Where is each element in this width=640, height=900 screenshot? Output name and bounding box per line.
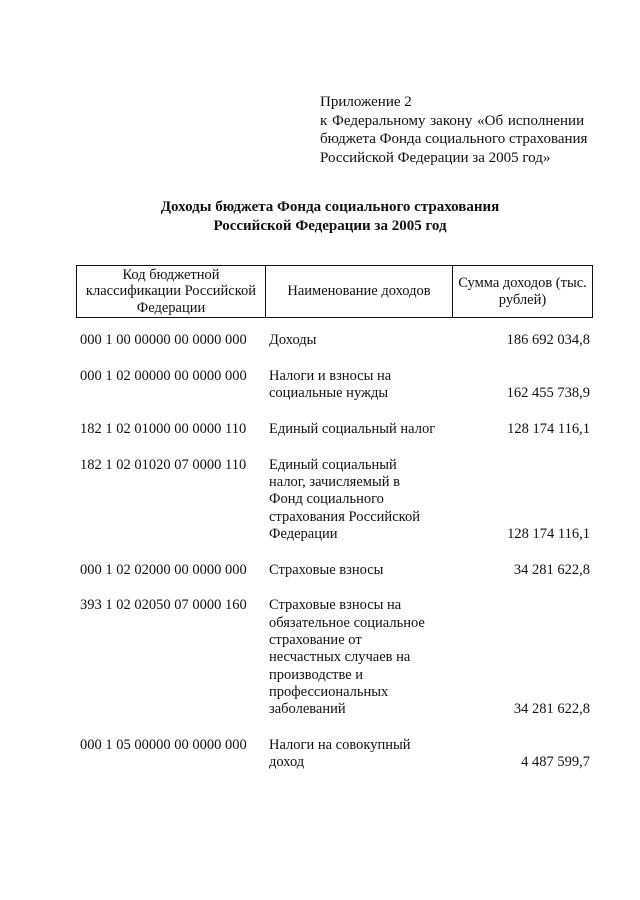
row-name [269, 368, 461, 403]
table-body [80, 332, 590, 790]
row-name [269, 457, 461, 543]
row-name-line: налог, зачисляемый в [269, 473, 400, 490]
row-name-line: Единый социальный [269, 456, 397, 473]
row-sum: 34 281 622,8 [513, 701, 590, 718]
row-name [269, 421, 461, 438]
header-sum: Сумма доходов (тыс. рублей) [458, 275, 587, 308]
row-sum: 128 174 116,1 [507, 525, 590, 542]
header-code: Код бюджетной классификации Российской Федерации [77, 266, 266, 317]
row-code: 182 1 02 01000 00 0000 110 [80, 420, 247, 437]
row-code: 000 1 05 00000 00 0000 000 [80, 737, 247, 754]
row-name-line: Налоги на совокупный [269, 737, 411, 754]
row-sum: 128 174 116,1 [507, 420, 590, 437]
row-name-line: Страховые взносы на [269, 597, 402, 614]
row-code: 182 1 02 01020 07 0000 110 [80, 456, 247, 473]
document-title [60, 198, 600, 236]
row-name-line: несчастных случаев на [269, 649, 411, 666]
row-name-line: социальные нужды [269, 385, 389, 402]
table-row [80, 368, 590, 403]
row-name-line: страхования Российской [269, 508, 420, 525]
appendix-line: к Федеральному закону «Об исполнении [320, 112, 585, 129]
table-row [80, 597, 590, 718]
header-name: Наименование доходов [266, 266, 453, 317]
title-line: Доходы бюджета Фонда социального страхования [160, 199, 500, 215]
row-name [269, 332, 461, 349]
table-header [76, 265, 593, 318]
table-row [80, 737, 590, 772]
row-sum: 4 487 599,7 [521, 754, 590, 771]
appendix-note [320, 93, 620, 167]
row-name-line: Страховые взносы [269, 561, 384, 578]
row-sum: 162 455 738,9 [506, 385, 590, 402]
appendix-line: бюджета Фонда социального страхования [320, 131, 588, 147]
table-row [80, 562, 590, 579]
row-code: 000 1 02 02000 00 0000 000 [80, 561, 247, 578]
row-code: 000 1 02 00000 00 0000 000 [80, 367, 247, 384]
row-name-line: доход [269, 754, 305, 771]
row-sum: 186 692 034,8 [506, 332, 590, 348]
row-code: 000 1 00 00000 00 0000 000 [80, 332, 247, 348]
table-row [80, 457, 590, 543]
row-name-line: Федерации [269, 525, 338, 542]
appendix-line: Российской Федерации за 2005 год» [320, 149, 551, 166]
row-name-line: производстве и [269, 666, 364, 683]
row-name [269, 597, 461, 718]
row-name-line: Доходы [269, 332, 317, 348]
row-name [269, 562, 461, 579]
table-row [80, 332, 590, 349]
row-name-line: обязательное социальное [269, 614, 425, 631]
row-name [269, 737, 461, 772]
row-name-line: Единый социальный налог [269, 420, 436, 437]
row-name-line: Налоги и взносы на [269, 367, 392, 384]
row-code: 393 1 02 02050 07 0000 160 [80, 597, 247, 614]
row-name-line: профессиональных [269, 683, 389, 700]
row-name-line: заболеваний [269, 701, 346, 718]
row-name-line: Фонд социального [269, 491, 384, 508]
row-sum: 34 281 622,8 [513, 561, 590, 578]
row-name-line: страхование от [269, 632, 362, 649]
title-line: Российской Федерации за 2005 год [213, 218, 447, 234]
table-row [80, 421, 590, 438]
appendix-line: Приложение 2 [320, 94, 412, 110]
